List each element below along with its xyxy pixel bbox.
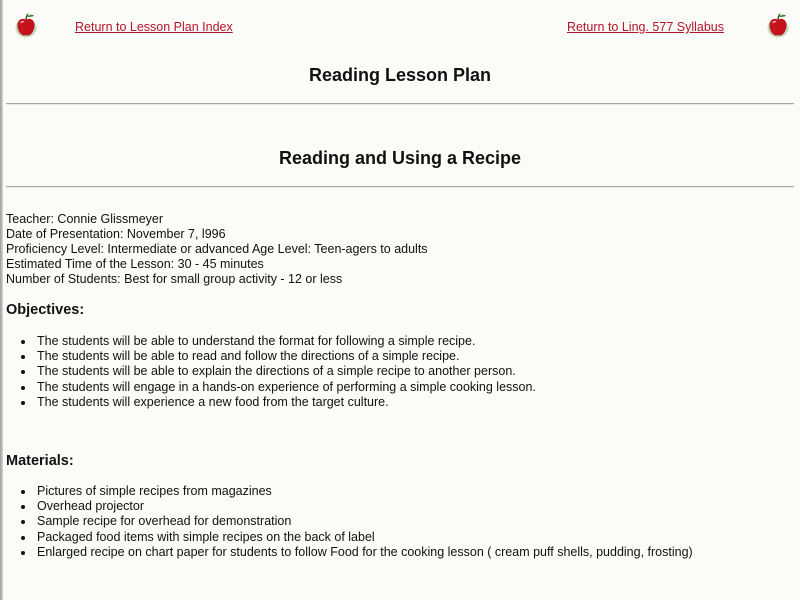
list-item: Enlarged recipe on chart paper for students to follow Food for the cooking lesson ( cream puff shells, pudding, frosting) xyxy=(6,545,693,560)
list-item: The students will engage in a hands-on experience of performing a simple cooking lesson. xyxy=(6,380,536,395)
list-item: The students will be able to read and follow the directions of a simple recipe. xyxy=(6,349,536,364)
students-line: Number of Students: Best for small group activity - 12 or less xyxy=(6,272,343,286)
list-item: Packaged food items with simple recipes on the back of label xyxy=(6,530,693,545)
apple-icon xyxy=(766,12,790,38)
list-item: Sample recipe for overhead for demonstration xyxy=(6,514,693,529)
list-item: The students will be able to understand the format for following a simple recipe. xyxy=(6,334,536,349)
return-to-syllabus-link[interactable]: Return to Ling. 577 Syllabus xyxy=(566,20,724,34)
lesson-info xyxy=(6,212,428,287)
window-left-edge xyxy=(0,0,3,600)
list-item: The students will be able to explain the directions of a simple recipe to another person. xyxy=(6,364,536,379)
objectives-heading: Objectives: xyxy=(6,302,85,318)
materials-heading: Materials: xyxy=(6,453,74,469)
horizontal-rule xyxy=(6,103,794,105)
apple-icon xyxy=(14,12,38,38)
horizontal-rule xyxy=(6,186,794,188)
lesson-plan-page xyxy=(6,0,794,600)
date-line: Date of Presentation: November 7, l996 xyxy=(6,227,226,241)
page-title: Reading Lesson Plan xyxy=(308,65,492,85)
list-item: Overhead projector xyxy=(6,499,693,514)
return-to-lesson-plan-index-link[interactable]: Return to Lesson Plan Index xyxy=(75,20,233,34)
list-item: Pictures of simple recipes from magazines xyxy=(6,484,693,499)
teacher-line: Teacher: Connie Glissmeyer xyxy=(6,212,164,226)
objectives-list xyxy=(6,334,536,410)
list-item: The students will experience a new food from the target culture. xyxy=(6,395,536,410)
lesson-title: Reading and Using a Recipe xyxy=(278,148,522,168)
materials-list xyxy=(6,484,693,560)
proficiency-line: Proficiency Level: Intermediate or advanced Age Level: Teen-agers to adults xyxy=(6,242,428,256)
time-line: Estimated Time of the Lesson: 30 - 45 minutes xyxy=(6,257,264,271)
